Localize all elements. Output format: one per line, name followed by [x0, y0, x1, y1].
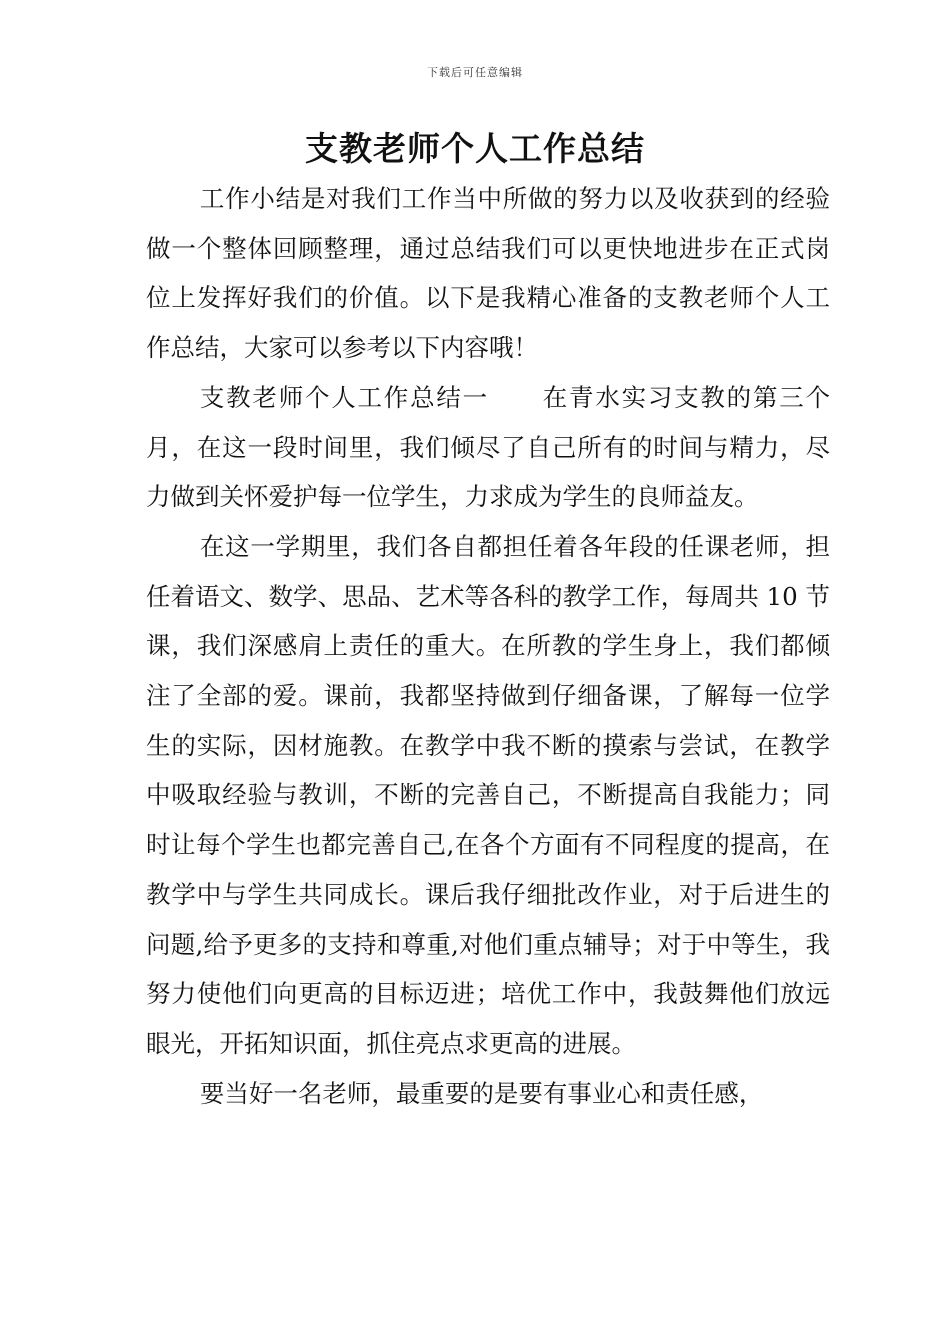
section1-text: 在青水实习支教的第三个月，在这一段时间里，我们倾尽了自己所有的时间与精力，尽力做到关怀爱护每一位学生，力求成为学生的良师益友。: [146, 382, 831, 512]
paragraph-3: 在这一学期里，我们各自都担任着各年段的任课老师，担任着语文、数学、思品、艺术等各科的教学工作，每周共 10 节课，我们深感肩上责任的重大。在所教的学生身上，我们都倾注了全部的爱。课前，我都坚持做到仔细备课，了解每一位学生的实际，因材施教。在教学中我不断的摸索与尝试，在教学中吸取经验与教训，不断的完善自己，不断提高自我能力；同时让每个学生也都完善自己,在各个方面有不同程度的提高，在教学中与学生共同成长。课后我仔细批改作业，对于后进生的问题,给予更多的支持和尊重,对他们重点辅导；对于中等生，我努力使他们向更高的目标迈进；培优工作中，我鼓舞他们放远眼光，开拓知识面，抓住亮点求更高的进展。: [146, 531, 830, 1058]
paragraph-4: 要当好一名老师，最重要的是要有事业心和责任感，: [199, 1078, 764, 1108]
document-body: [146, 174, 830, 1118]
paragraph-section1: [146, 373, 830, 522]
document-title: 支教老师个人工作总结: [305, 129, 645, 168]
paragraph-intro: 工作小结是对我们工作当中所做的努力以及收获到的经验做一个整体回顾整理，通过总结我们可以更快地进步在正式岗位上发挥好我们的价值。以下是我精心准备的支教老师个人工作总结，大家可以参考以下内容哦！: [146, 184, 830, 363]
header-note: 下载后可任意编辑: [427, 66, 523, 79]
section-heading: 支教老师个人工作总结一: [199, 382, 489, 412]
